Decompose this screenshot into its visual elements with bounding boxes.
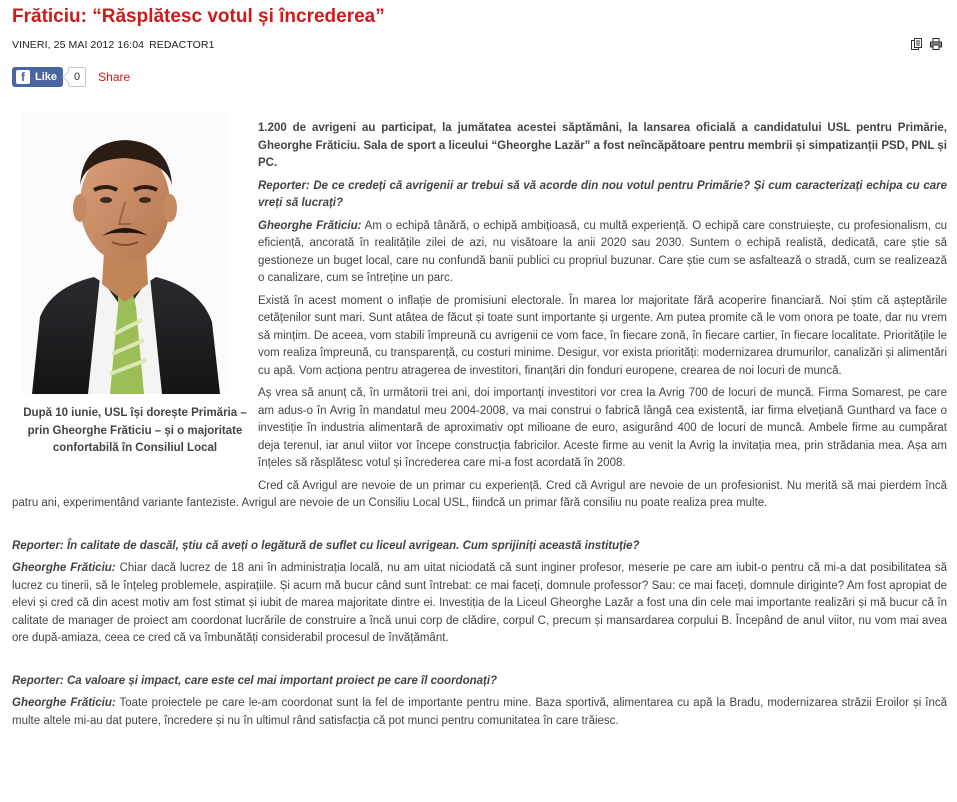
answer-1-text: Am o echipă tânără, o echipă ambițioasă, cu multă experiență. O echipă care construiește, cu profesionalism, cu eficiență, ancorată în realitățile zilei de azi, nu visătoare la anii 2020 sau 2030. Suntem o echipă realistă, dedicată, care știe să gestioneze un buget local, care nu confundă banii publici cu propriul buzunar. Care știe cum se asfaltează o stradă, cum se realizează o canalizare, cum se întreține un parc. (258, 219, 948, 284)
photo-caption: După 10 iunie, USL își dorește Primăria – prin Gheorghe Frăticiu – și o majoritate confortabilă în Consiliul Local (23, 407, 247, 454)
paragraph-3: Aș vrea să anunț că, în următorii trei ani, doi importanți investitori vor crea la Avrig 700 de locuri de muncă. Firma Somarest, pe care am adus-o în Avrig în mandatul meu 2004-2008, va mai construi o fabrică lângă cea existentă, iar firma elvețiană Gunthard va face o investiție în industria alimentară de aproximativ opt milioane de euro, asigurând 400 de locuri de muncă. Ambele firme au cumpărat deja terenul, iar anul viitor vor începe construcția fabricilor. Aceste firme au venit la Avrig la invitația mea, prin strădania mea. Așa am înțeles să răsplătesc votul și încrederea care mi-a fost acordată în 2008. (258, 387, 947, 469)
like-count: 0 (68, 67, 86, 87)
share-link[interactable]: Share (98, 70, 131, 84)
question-3: Reporter: Ca valoare și impact, care este cel mai important proiect pe care îl coordonați? (12, 674, 498, 687)
answer-speaker: Gheorghe Frăticiu: (258, 219, 362, 232)
photo-spacer (12, 120, 258, 482)
paragraph-4: Cred că Avrigul are nevoie de un primar cu experiență. Cred că Avrigul are nevoie de un profesionist. Nu merită să mai pierdem încă patru ani, experimentând variante fanteziste. Avrigul are nevoie de un Consiliu Local USL, fiindcă un primar fără consiliu nu poate realiza prea multe. (12, 479, 947, 509)
article-tools (911, 38, 942, 50)
like-label: Like (35, 71, 58, 83)
answer-2 (12, 560, 947, 648)
facebook-like-button[interactable] (12, 67, 63, 87)
article-title[interactable]: Frăticiu: “Răsplătesc votul și încrederea” (12, 6, 385, 27)
question-2: Reporter: În calitate de dascăl, știu că aveți o legătură de suflet cu liceul avrigean. Cum sprijiniți această instituție? (12, 539, 640, 552)
paragraph-2: Există în acest moment o inflație de promisiuni electorale. În marea lor majoritate fără acoperire financiară. Noi știm că așteptările cetățenilor sunt mari. Sunt atâtea de făcut și toate sunt importante și urgente. Am putea promite că le vom onora pe toate, dar nu vrem să mințim. De aceea, vom stabili împreună cu avrigenii ce vom face, în fiecare zonă, în fiecare cartier, în fiecare localitate. Prioritățile le vom realiza împreună, cu transparență, cu costuri minime. Desigur, vor exista priorități: modernizarea drumurilor, canalizări și alimentări cu apă. Vom acționa pentru atragerea de investitori, finanțări din fonduri europene, crearea de noi locuri de muncă. (258, 294, 947, 377)
answer-3 (12, 695, 947, 730)
article-date: VINERI, 25 MAI 2012 16:04 (12, 39, 145, 51)
article-lead: 1.200 de avrigeni au participat, la jumătatea acestei săptămâni, la lansarea oficială a candidatului USL pentru Primărie, Gheorghe Frăticiu. Sala de sport a liceului “Gheorghe Lazăr” a fost neîncăpătoare pentru membrii și simpatizanții PSD, PNL și PC. (258, 122, 947, 169)
answer-3-text: Toate proiectele pe care le-am coordonat sunt la fel de importante pentru mine. Baza sportivă, alimentarea cu apă la Bradu, modernizarea străzii Eroilor și încă multe altele mi-au dat putere, încredere și nu în ultimul rând satisfacția că pot munci pentru comunitatea în care trăiesc. (12, 697, 947, 727)
facebook-icon: f (16, 70, 30, 84)
section-gap (12, 518, 947, 538)
answer-speaker: Gheorghe Frăticiu: (12, 562, 116, 574)
article-author: REDACTOR1 (149, 39, 215, 51)
answer-speaker: Gheorghe Frăticiu: (12, 697, 116, 709)
pdf-icon[interactable] (911, 38, 923, 50)
article-body (12, 120, 947, 735)
print-icon[interactable] (930, 38, 942, 50)
section-gap (12, 653, 947, 673)
article-meta (12, 39, 215, 51)
answer-2-text: Chiar dacă lucrez de 18 ani în administrația locală, nu am uitat niciodată că sunt inginer profesor, meserie pe care am iubit-o pentru că mi-a dat posibilitatea să lucrez cu tinerii, să le înțeleg problemele, aspirațiile. Și acum mă bucur când sunt întrebat: ce mai faceți, domnule professor? Sau: ce mai faceți, domnule diriginte? Am fost apropiat de elevi și cred că din acest motiv am fost stimat și iubit de marea majoritate dintre ei. Investiția de la Liceul Gheorghe Lazăr a fost una din cele mai importante realizări și mă bucur că în calitate de manager de proiect am coordonat lucrările de construire a încă unui corp de clădire, corpul C, precum și mansardarea corpului B. Începând de anul viitor, nu vom mai avea ore după-amiaza, ceea ce cred că va îmbunătăți considerabil procesul de învățământ. (12, 562, 948, 644)
question-1: Reporter: De ce credeți că avrigenii ar trebui să vă acorde din nou votul pentru Primărie? Și cum caracterizați echipa cu care vreți să lucrați? (258, 179, 947, 209)
social-bar (12, 67, 130, 87)
